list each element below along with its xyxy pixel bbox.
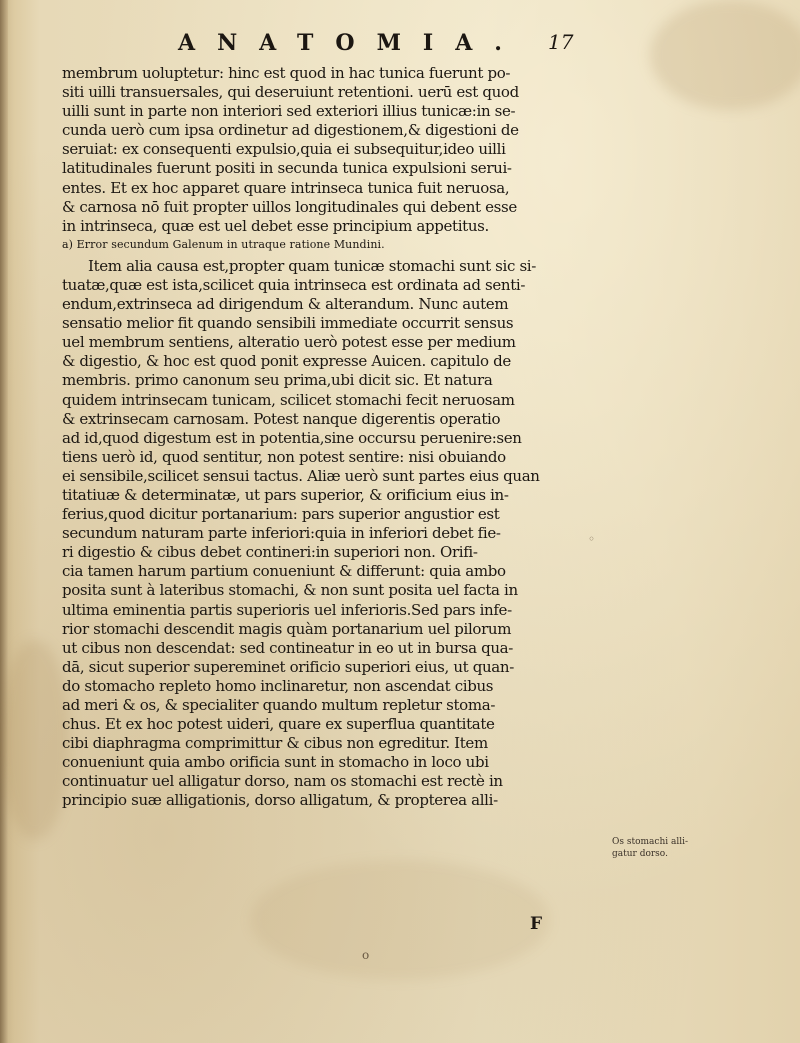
text-line: chus. Et ex hoc potest uideri, quare ex superflua quantitate	[62, 715, 495, 734]
text-line: ut cibus non descendat: sed contineatur in eo ut in bursa qua-	[62, 638, 513, 657]
text-line: posita sunt à lateribus stomachi, & non sunt posita uel facta in	[62, 581, 518, 600]
text-line: rior stomachi descendit magis quàm portanarium uel pilorum	[62, 619, 512, 638]
text-line: seruiat: ex consequenti expulsio,quia ei subsequitur,ideo uilli	[62, 140, 506, 159]
text-line: do stomacho repleto homo inclinaretur, non ascendat cibus	[62, 676, 494, 695]
text-line: ad id,quod digestum est in potentia,sine occursu peruenire:sen	[62, 428, 522, 447]
paragraph-1	[62, 64, 602, 236]
text-line: quidem intrinsecam tunicam, scilicet stomachi fecit neruosam	[62, 390, 515, 409]
text-line: membris. primo canonum seu prima,ubi dicit sic. Et natura	[62, 371, 493, 390]
text-line: uel membrum sentiens, alteratio uerò potest esse per medium	[62, 333, 516, 352]
text-line: ri digestio & cibus debet contineri:in superiori non. Orifi-	[62, 543, 478, 562]
flourish-mark: ◦	[588, 532, 596, 546]
text-line: cia tamen harum partium conueniunt & differunt: quia ambo	[62, 562, 506, 581]
paper-stain	[0, 640, 70, 840]
text-line: & digestio, & hoc est quod ponit expresse Auicen. capitulo de	[62, 352, 511, 371]
text-line: continuatur uel alligatur dorso, nam os stomachi est rectè in	[62, 772, 503, 791]
signature-mark: F	[530, 914, 543, 934]
text-line: cunda uerò cum ipsa ordinetur ad digestionem,& digestioni de	[62, 121, 519, 140]
page-number: 17	[548, 30, 574, 54]
text-line: Item alia causa est,propter quam tunicæ stomachi sunt sic si-	[88, 256, 536, 275]
text-line: endum,extrinseca ad dirigendum & alterandum. Nunc autem	[62, 295, 509, 314]
text-line: entes. Et ex hoc apparet quare intrinseca tunica fuit neruosa,	[62, 178, 510, 197]
text-line: uilli sunt in parte non interiori sed exteriori illius tunicæ:in se-	[62, 102, 516, 121]
text-line: sensatio melior fit quando sensibili immediate occurrit sensus	[62, 314, 514, 333]
margin-note	[612, 836, 707, 860]
margin-note-line: Os stomachi alli-	[612, 837, 689, 847]
text-line: dā, sicut superior supereminet orificio superiori eius, ut quan-	[62, 657, 514, 676]
text-line: ultima eminentia partis superioris uel inferioris.Sed pars infe-	[62, 600, 512, 619]
paragraph-2	[62, 257, 602, 811]
text-line: cibi diaphragma comprimittur & cibus non egreditur. Item	[62, 734, 488, 753]
annotation-marker: a)	[62, 237, 74, 251]
paper-stain	[250, 860, 550, 980]
annotation-text: Error secundum Galenum in utraque ratione Mundini.	[76, 237, 385, 251]
text-line: in intrinseca, quæ est uel debet esse principium appetitus.	[62, 216, 489, 235]
running-title: ANATOMIA.	[178, 30, 524, 56]
binding-edge	[0, 0, 8, 1043]
text-line: ferius,quod dicitur portanarium: pars superior angustior est	[62, 505, 500, 524]
text-line: principio suæ alligationis, dorso alligatum, & propterea alli-	[62, 791, 498, 810]
paper-stain	[650, 0, 800, 110]
margin-note-line: gatur dorso.	[612, 849, 668, 859]
ornament: o	[362, 948, 370, 962]
text-line: secundum naturam parte inferiori:quia in inferiori debet fie-	[62, 524, 501, 543]
text-line: siti uilli transuersales, qui deseruiunt retentioni. uerū est quod	[62, 83, 519, 102]
text-line: tiens uerò id, quod sentitur, non potest sentire: nisi obuiando	[62, 447, 506, 466]
marginal-annotation	[62, 236, 602, 253]
text-line: tuatæ,quæ est ista,scilicet quia intrinseca est ordinata ad senti-	[62, 275, 526, 294]
text-line: conueniunt quia ambo orificia sunt in stomacho in loco ubi	[62, 753, 489, 772]
text-line: & carnosa nō fuit propter uillos longitudinales qui debent esse	[62, 197, 517, 216]
text-line: & extrinsecam carnosam. Potest nanque digerentis operatio	[62, 409, 501, 428]
text-line: ei sensibile,scilicet sensui tactus. Aliæ uerò sunt partes eius quan	[62, 466, 540, 485]
text-line: latitudinales fuerunt positi in secunda tunica expulsioni serui-	[62, 159, 512, 178]
text-line: ad meri & os, & specialiter quando multum repletur stoma-	[62, 696, 496, 714]
text-line: titatiuæ & determinatæ, ut pars superior, & orificium eius in-	[62, 485, 509, 504]
main-text-block	[62, 64, 602, 811]
text-line: membrum uoluptetur: hinc est quod in hac tunica fuerunt po-	[62, 64, 511, 82]
